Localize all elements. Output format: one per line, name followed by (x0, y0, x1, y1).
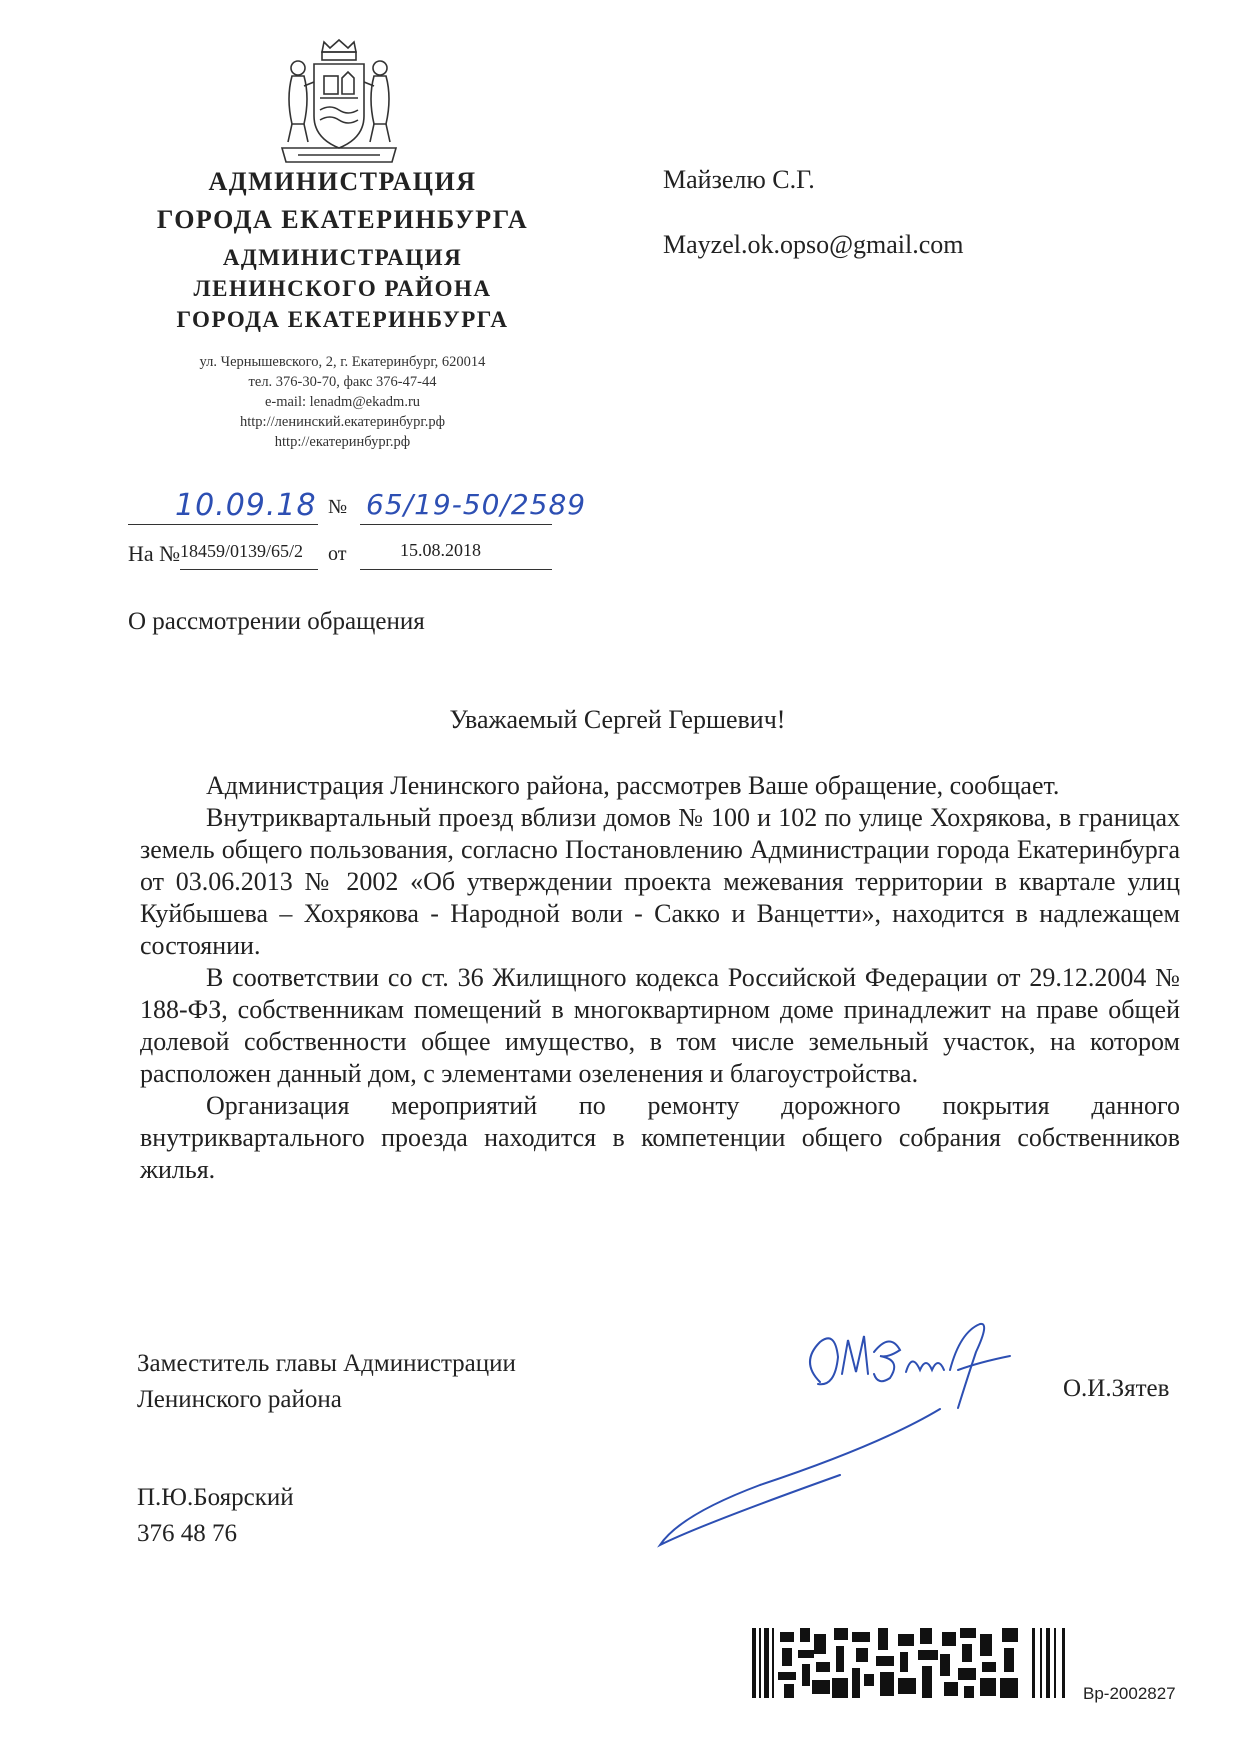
org-line-2: ГОРОДА ЕКАТЕРИНБУРГА (156, 205, 529, 234)
barcode-label: Вр-2002827 (1083, 1684, 1176, 1703)
reference-from-label: от (328, 543, 347, 565)
number-underline (360, 524, 552, 525)
reference-date-underline (360, 569, 552, 570)
outgoing-date-handwritten: 10.09.18 (175, 488, 317, 523)
number-sign: № (328, 496, 348, 518)
signatory-name: О.И.Зятев (1063, 1375, 1170, 1402)
reference-date: 15.08.2018 (400, 540, 481, 560)
reference-number-underline (180, 569, 318, 570)
letter-body (140, 770, 1180, 1186)
greeting: Уважаемый Сергей Гершевич! (449, 705, 786, 734)
executor-name: П.Ю.Боярский (137, 1484, 294, 1511)
position-line-1: Заместитель главы Администрации (137, 1350, 516, 1377)
dept-line-2: ЛЕНИНСКОГО РАЙОНА (193, 276, 492, 301)
recipient-name: Майзелю С.Г. (663, 165, 815, 194)
signature-flourish (640, 1405, 1000, 1565)
recipient-email: Mayzel.ok.opso@gmail.com (663, 230, 964, 259)
website-line-1: http://ленинский.екатеринбург.рф (240, 414, 445, 430)
reference-number: 18459/0139/65/2 (180, 541, 304, 561)
organization-name (120, 163, 565, 239)
paragraph: Организация мероприятий по ремонту дорожного покрытия данного внутриквартального проезда находится в компетенции общего собрания собственников жилья. (140, 1091, 1180, 1184)
position-line-2: Ленинского района (137, 1386, 342, 1413)
org-line-1: АДМИНИСТРАЦИЯ (208, 167, 477, 196)
address-line: ул. Чернышевского, 2, г. Екатеринбург, 620014 (199, 354, 486, 370)
letter-subject: О рассмотрении обращения (128, 608, 425, 635)
date-underline (128, 524, 318, 525)
department-name (120, 242, 565, 335)
outgoing-number-handwritten: 65/19-50/2589 (366, 488, 587, 521)
website-line-2: http://екатеринбург.рф (274, 434, 411, 450)
executor-phone: 376 48 76 (137, 1520, 237, 1547)
email-line: e-mail: lenadm@ekadm.ru (264, 394, 421, 410)
dept-line-3: ГОРОДА ЕКАТЕРИНБУРГА (176, 307, 509, 332)
executor-block (137, 1480, 294, 1552)
phone-line: тел. 376-30-70, факс 376-47-44 (248, 374, 437, 390)
reference-label: На № (128, 541, 181, 566)
paragraph: Администрация Ленинского района, рассмотрев Ваше обращение, сообщает. (206, 771, 1060, 800)
dept-line-1: АДМИНИСТРАЦИЯ (222, 245, 463, 270)
signatory-position (137, 1346, 516, 1418)
document-barcode (752, 1628, 1070, 1698)
paragraph: Внутриквартальный проезд вблизи домов № 100 и 102 по улице Хохрякова, в границах земель общего пользования, согласно Постановлению Администрации города Екатеринбурга от 03.06.2013 № 2002 «Об утверждении проекта межевания территории в квартале улиц Куйбышева – Хохрякова - Народной воли - Сакко и Ванцетти», находится в надлежащем состоянии. (140, 803, 1180, 960)
paragraph: В соответствии со ст. 36 Жилищного кодекса Российской Федерации от 29.12.2004 № 188-ФЗ, собственникам помещений в многоквартирном доме принадлежит на праве общей долевой собственности общее имущество, в том числе земельный участок, на котором расположен данный дом, с элементами озеленения и благоустройства. (140, 963, 1180, 1088)
coat-of-arms-emblem (278, 38, 400, 168)
contact-block (120, 352, 565, 452)
